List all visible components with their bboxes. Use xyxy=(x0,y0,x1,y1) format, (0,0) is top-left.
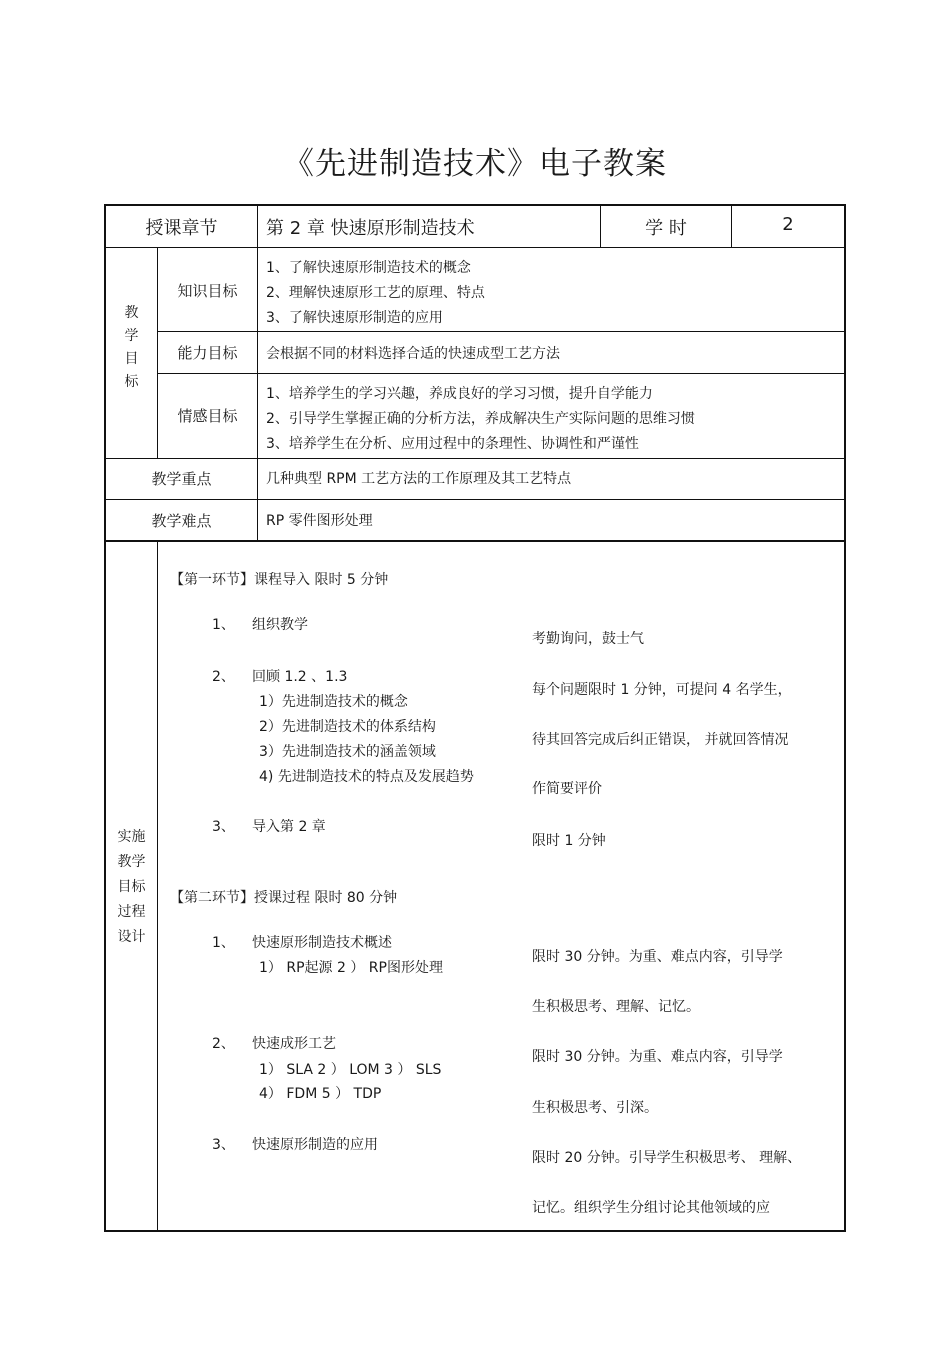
ability-objective-text: 会根据不同的材料选择合适的快速成型工艺方法 xyxy=(266,346,560,362)
hours-label: 学 时 xyxy=(645,218,687,239)
stage2-note: 限时 20 分钟。引导学生积极思考、 理解、 xyxy=(532,1150,802,1166)
stage1-note: 每个问题限时 1 分钟，可提问 4 名学生， xyxy=(532,682,792,698)
knowledge-objective-list xyxy=(266,256,485,331)
process-section-label: 实施 教学 目标 过程 设计 xyxy=(117,829,146,945)
stage1-item2-sublist xyxy=(259,690,474,790)
emotion-objective-list xyxy=(266,382,695,457)
stage1-note: 待其回答完成后纠正错误， 并就回答情况 xyxy=(532,732,789,748)
stage1-heading: 【第一环节】课程导入 限时 5 分钟 xyxy=(170,572,389,588)
chapter-label: 授课章节 xyxy=(145,218,218,239)
list-item: 3、培养学生在分析、应用过程中的条理性、协调性和严谨性 xyxy=(266,436,639,452)
stage2-item2-text: 快速成形工艺 xyxy=(252,1036,336,1052)
stage1-item1-text: 组织教学 xyxy=(252,617,308,633)
hours-value: 2 xyxy=(782,214,794,235)
list-item: 1、培养学生的学习兴趣，养成良好的学习习惯，提升自学能力 xyxy=(266,386,653,402)
list-item: 4) 先进制造技术的特点及发展趋势 xyxy=(259,769,474,785)
stage2-item2-num: 2、 xyxy=(212,1036,235,1052)
stage1-item3-text: 导入第 2 章 xyxy=(252,819,326,835)
stage2-item1-num: 1、 xyxy=(212,935,235,951)
difficulty-text: RP 零件图形处理 xyxy=(266,513,373,529)
difficulty-label: 教学难点 xyxy=(151,512,212,530)
list-item: 1、了解快速原形制造技术的概念 xyxy=(266,260,471,276)
stage2-note: 记忆。组织学生分组讨论其他领域的应 xyxy=(532,1200,770,1216)
list-item: 1）先进制造技术的概念 xyxy=(259,694,408,710)
page-title: 《先进制造技术》电子教案 xyxy=(283,146,667,182)
key-point-text: 几种典型 RPM 工艺方法的工作原理及其工艺特点 xyxy=(266,471,572,487)
stage1-note: 限时 1 分钟 xyxy=(532,833,606,849)
stage2-item3-text: 快速原形制造的应用 xyxy=(252,1137,378,1153)
key-point-label: 教学重点 xyxy=(151,470,212,488)
list-item: 4） FDM 5 ） TDP xyxy=(259,1086,382,1102)
stage2-note: 限时 30 分钟。为重、难点内容，引导学 xyxy=(532,1049,783,1065)
stage1-item3-num: 3、 xyxy=(212,819,235,835)
stage1-item2-text: 回顾 1.2 、1.3 xyxy=(252,669,348,685)
ability-objective-label: 能力目标 xyxy=(177,344,238,362)
stage2-item2-sublist xyxy=(259,1058,441,1106)
stage2-item1-sub: 1） RP起源 2 ） RP图形处理 xyxy=(259,960,443,976)
emotion-objective-label: 情感目标 xyxy=(177,407,238,425)
stage2-note: 生积极思考、理解、记忆。 xyxy=(532,999,700,1015)
stage2-item1-text: 快速原形制造技术概述 xyxy=(252,935,392,951)
stage1-item2-num: 2、 xyxy=(212,669,235,685)
stage1-item1-num: 1、 xyxy=(212,617,235,633)
list-item: 1） SLA 2 ） LOM 3 ） SLS xyxy=(259,1062,442,1078)
list-item: 3）先进制造技术的涵盖领域 xyxy=(259,744,436,760)
list-item: 2、引导学生掌握正确的分析方法，养成解决生产实际问题的思维习惯 xyxy=(266,411,695,427)
list-item: 2）先进制造技术的体系结构 xyxy=(259,719,436,735)
list-item: 3、了解快速原形制造的应用 xyxy=(266,310,443,326)
list-item: 2、理解快速原形工艺的原理、特点 xyxy=(266,285,485,301)
knowledge-objective-label: 知识目标 xyxy=(177,282,238,300)
stage2-note: 生积极思考、引深。 xyxy=(532,1100,658,1116)
stage2-item3-num: 3、 xyxy=(212,1137,235,1153)
stage1-note: 作简要评价 xyxy=(532,781,602,797)
chapter-value: 第 2 章 快速原形制造技术 xyxy=(266,218,475,239)
stage2-heading: 【第二环节】授课过程 限时 80 分钟 xyxy=(170,890,398,906)
objectives-section-label: 教 学 目 标 xyxy=(124,305,139,390)
stage1-note: 考勤询问，鼓士气 xyxy=(532,631,644,647)
stage2-note: 限时 30 分钟。为重、难点内容，引导学 xyxy=(532,949,783,965)
